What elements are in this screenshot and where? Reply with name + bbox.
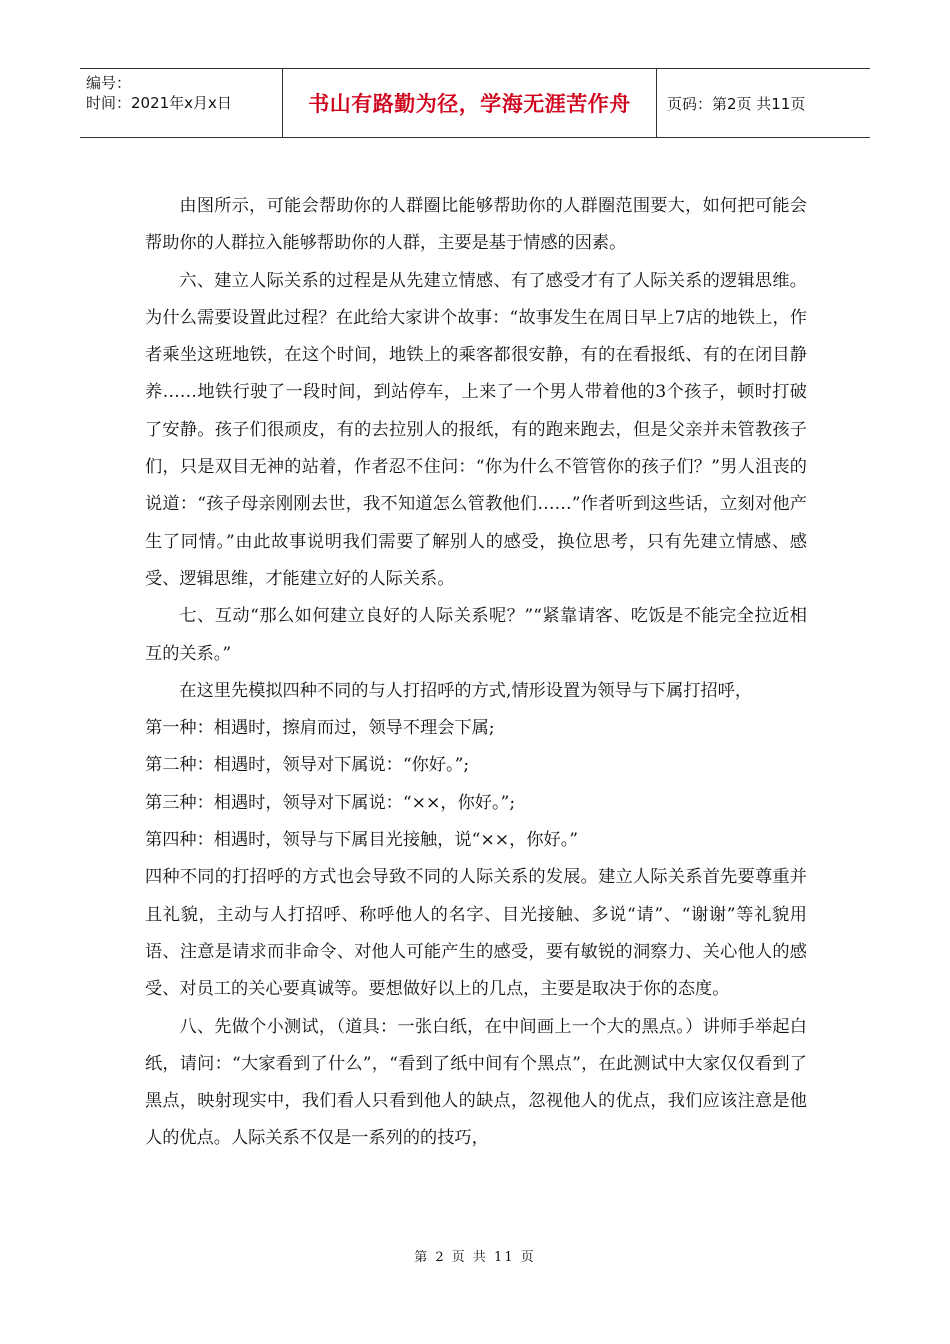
page-footer: 第 2 页 共 11 页 bbox=[414, 1250, 536, 1265]
header-meta bbox=[80, 69, 283, 137]
list-item-greeting-2: 第二种：相遇时，领导对下属说：“你好。”; bbox=[145, 755, 470, 776]
paragraph-greeting-intro: 在这里先模拟四种不同的与人打招呼的方式,情形设置为领导与下属打招呼， bbox=[179, 680, 753, 701]
list-item-greeting-3: 第三种：相遇时，领导对下属说：“××，你好。”; bbox=[145, 792, 516, 813]
list-item-greeting-4: 第四种：相遇时，领导与下属目光接触，说“××，你好。” bbox=[145, 830, 579, 851]
list-item-greeting-1: 第一种：相遇时，擦肩而过，领导不理会下属; bbox=[145, 718, 495, 739]
page-header bbox=[80, 68, 870, 138]
paragraph-section-six: 六、建立人际关系的过程是从先建立情感、有了感受才有了人际关系的逻辑思维。为什么需要设置此过程？在此给大家讲个故事：“故事发生在周日早上7店的地铁上，作者乘坐这班地铁，在这个时间，地铁上的乘客都很安静，有的在看报纸、有的在闭目静养……地铁行驶了一段时间，到站停车，上来了一个男人带着他的3个孩子，顿时打破了安静。孩子们很顽皮，有的去拉别人的报纸，有的跑来跑去，但是父亲并未管教孩子们，只是双目无神的站着，作者忍不住问：“你为什么不管管你的孩子们？”男人沮丧的说道：“孩子母亲刚刚去世，我不知道怎么管教他们……”作者听到这些话，立刻对他产生了同情。”由此故事说明我们需要了解别人的感受，换位思考，只有先建立情感、感受、逻辑思维，才能建立好的人际关系。 bbox=[145, 270, 807, 589]
header-page-info: 页码：第2页 共11页 bbox=[667, 94, 806, 113]
document-number-label: 编号： bbox=[86, 74, 132, 92]
paragraph-intro: 由图所示，可能会帮助你的人群圈比能够帮助你的人群圈范围要大，如何把可能会帮助你的人群拉入能够帮助你的人群，主要是基于情感的因素。 bbox=[145, 196, 807, 254]
paragraph-section-eight: 八、先做个小测试，（道具：一张白纸，在中间画上一个大的黑点。）讲师手举起白纸，请问：“大家看到了什么”，“看到了纸中间有个黑点”，在此测试中大家仅仅看到了黑点，映射现实中，我们看人只看到他人的缺点，忽视他人的优点，我们应该注意是他人的优点。人际关系不仅是一系列的的技巧， bbox=[145, 1016, 807, 1149]
paragraph-greeting-summary: 四种不同的打招呼的方式也会导致不同的人际关系的发展。建立人际关系首先要尊重并且礼貌，主动与人打招呼、称呼他人的名字、目光接触、多说“请”、“谢谢”等礼貌用语、注意是请求而非命令、对他人可能产生的感受，要有敏锐的洞察力、关心他人的感受、对员工的关心要真诚等。要想做好以上的几点，主要是取决于你的态度。 bbox=[145, 867, 807, 1000]
document-date-label: 时间：2021年x月x日 bbox=[86, 94, 232, 112]
header-motto: 书山有路勤为径，学海无涯苦作舟 bbox=[283, 69, 657, 137]
document-body bbox=[145, 188, 807, 1158]
paragraph-section-seven: 七、互动“那么如何建立良好的人际关系呢？”“紧靠请客、吃饭是不能完全拉近相互的关系。” bbox=[145, 606, 807, 664]
